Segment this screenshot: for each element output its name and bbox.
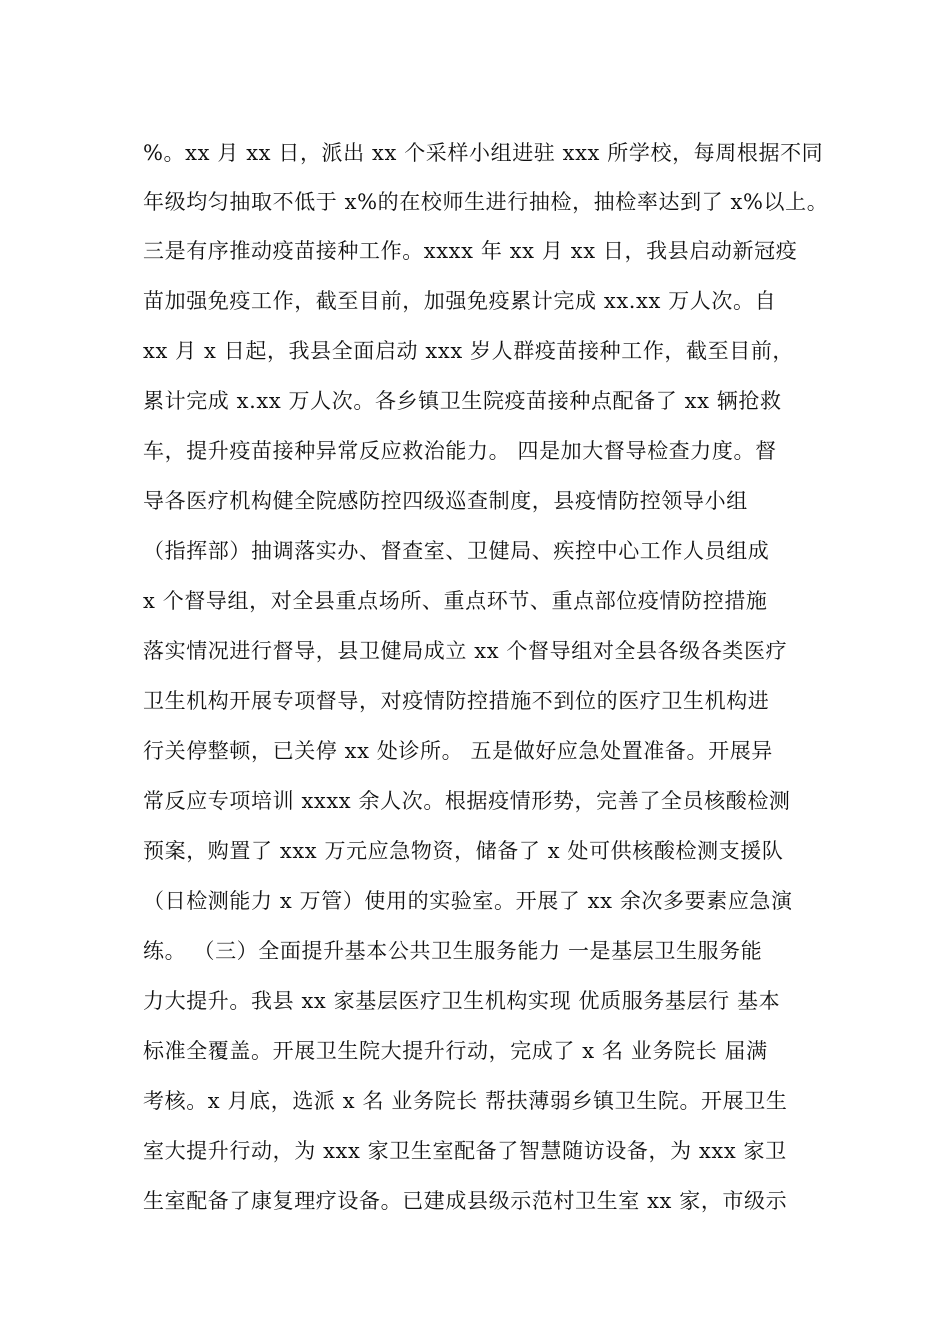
text-line: 累计完成 x.xx 万人次。各乡镇卫生院疫苗接种点配备了 xx 辆抢救 [143, 389, 782, 413]
text-line: 常反应专项培训 xxxx 余人次。根据疫情形势，完善了全员核酸检测 [143, 789, 791, 813]
text-line: （指挥部）抽调落实办、督查室、卫健局、疾控中心工作人员组成 [143, 539, 770, 563]
text-line: 标准全覆盖。开展卫生院大提升行动，完成了 x 名 业务院长 届满 [143, 1039, 768, 1063]
text-line: x 个督导组，对全县重点场所、重点环节、重点部位疫情防控措施 [143, 589, 768, 613]
text-line: 考核。x 月底，选派 x 名 业务院长 帮扶薄弱乡镇卫生院。开展卫生 [143, 1089, 788, 1113]
text-line: 室大提升行动，为 xxx 家卫生室配备了智慧随访设备，为 xxx 家卫 [143, 1139, 787, 1163]
text-line: 车，提升疫苗接种异常反应救治能力。 四是加大督导检查力度。督 [143, 439, 777, 463]
text-line: 行关停整顿，已关停 xx 处诊所。 五是做好应急处置准备。开展异 [143, 739, 773, 763]
text-line: 年级均匀抽取不低于 x%的在校师生进行抽检，抽检率达到了 x%以上。 [143, 190, 829, 214]
text-line: 练。 （三）全面提升基本公共卫生服务能力 一是基层卫生服务能 [143, 939, 763, 963]
text-line: 预案，购置了 xxx 万元应急物资，储备了 x 处可供核酸检测支援队 [143, 839, 784, 863]
text-line: xx 月 x 日起，我县全面启动 xxx 岁人群疫苗接种工作，截至目前， [143, 339, 795, 363]
text-line: 生室配备了康复理疗设备。已建成县级示范村卫生室 xx 家，市级示 [143, 1189, 788, 1213]
text-line: 三是有序推动疫苗接种工作。xxxx 年 xx 月 xx 日，我县启动新冠疫 [143, 239, 798, 263]
text-line: %。xx 月 xx 日，派出 xx 个采样小组进驻 xxx 所学校，每周根据不同 [143, 141, 824, 165]
text-line: 力大提升。我县 xx 家基层医疗卫生机构实现 优质服务基层行 基本 [143, 989, 781, 1013]
text-line: 苗加强免疫工作，截至目前，加强免疫累计完成 xx.xx 万人次。自 [143, 289, 777, 313]
text-line: 落实情况进行督导，县卫健局成立 xx 个督导组对全县各级各类医疗 [143, 639, 788, 663]
text-line: 导各医疗机构健全院感防控四级巡查制度，县疫情防控领导小组 [143, 489, 748, 513]
text-line: （日检测能力 x 万管）使用的实验室。开展了 xx 余次多要素应急演 [143, 889, 793, 913]
text-line: 卫生机构开展专项督导，对疫情防控措施不到位的医疗卫生机构进 [143, 689, 770, 713]
